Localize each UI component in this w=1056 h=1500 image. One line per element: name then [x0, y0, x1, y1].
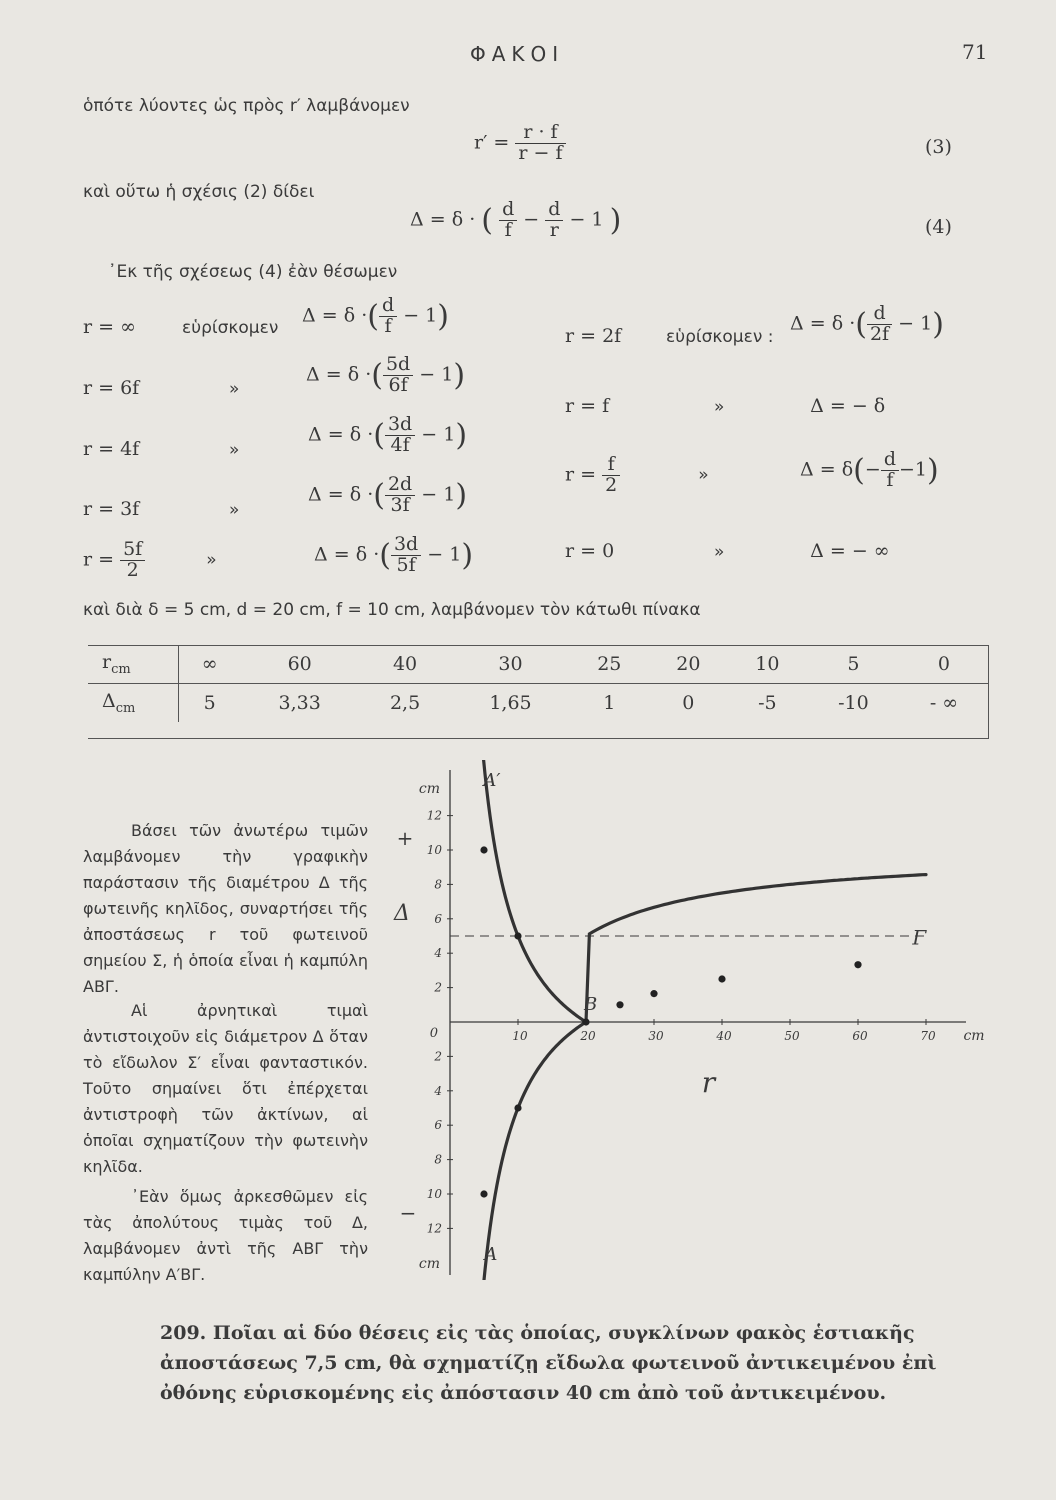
eq3-fraction: [515, 123, 565, 164]
paren-close: ): [609, 202, 622, 238]
eq4-t1-num: d: [499, 200, 517, 221]
series-line-b-gamma: [586, 875, 926, 1022]
result-fraction: [385, 475, 415, 516]
case-r: r = f: [565, 395, 610, 417]
result-tail: − 1: [898, 312, 933, 335]
table-cell: - ∞: [929, 691, 959, 714]
result-tail: − 1: [403, 304, 438, 327]
data-point: [616, 1001, 623, 1008]
result-den: 5f: [396, 553, 416, 576]
values-line: καὶ διὰ δ = 5 cm, d = 20 cm, f = 10 cm, λαμβάνομεν τὸν κάτωθι πίνακα: [83, 600, 701, 620]
eq4-t2-den: r: [549, 218, 559, 241]
y-unit-top: cm: [418, 781, 440, 797]
paren-close: ): [455, 417, 468, 453]
case-r-lhs: r =: [83, 548, 115, 571]
case-r-5f-half: [83, 540, 217, 581]
y-tick-label: 6: [434, 911, 442, 926]
header-unit: cm: [111, 661, 131, 677]
page-number: 71: [962, 40, 988, 64]
result-num: 3d: [385, 415, 415, 436]
table-cell: 60: [240, 645, 359, 683]
label-a: Α: [484, 1244, 498, 1265]
y-tick-label: 10: [426, 1187, 442, 1201]
result-lhs: Δ = δ ·: [308, 483, 374, 506]
result-den: 3f: [390, 493, 410, 516]
relation-line: καὶ οὕτω ἡ σχέσις (2) δίδει: [83, 182, 315, 202]
case-result: [790, 304, 944, 345]
case-r-den: 2: [126, 558, 139, 581]
x-tick-label: 50: [784, 1029, 800, 1043]
paren-close: ): [437, 298, 449, 334]
eq3-den: r − f: [518, 141, 563, 164]
header-symbol: Δ: [102, 689, 116, 712]
equation-3: [474, 123, 566, 164]
table-cell: 2,5: [389, 691, 421, 714]
data-point: [480, 1190, 487, 1197]
data-point: [514, 932, 521, 939]
result-tail: −1: [898, 458, 927, 481]
y-tick-label: 8: [434, 1152, 442, 1167]
case-result: [302, 296, 449, 337]
paren-open: (: [379, 537, 391, 573]
equation-3-label: (3): [925, 136, 952, 158]
y-tick-label: 12: [426, 808, 442, 823]
case-r-0: [565, 540, 890, 562]
label-a-prime: Α′: [483, 770, 501, 791]
eq4-t2-num: d: [545, 200, 563, 221]
header-symbol: r: [102, 651, 112, 673]
x-tick-label: 20: [580, 1029, 596, 1043]
paren-close: ): [927, 452, 939, 488]
result-den: f: [384, 314, 392, 337]
y-unit-bottom: cm: [418, 1256, 440, 1272]
result-num: d: [379, 296, 397, 317]
y-axis-label: Δ: [394, 901, 410, 926]
case-result: [308, 475, 467, 516]
paren-open: (: [481, 202, 494, 238]
result-num: 2d: [385, 475, 415, 496]
result-tail: − 1: [427, 543, 462, 566]
paren-close: ): [461, 537, 474, 573]
series-line-b-a: [470, 1022, 586, 1280]
case-r-6f: [83, 377, 239, 399]
result-num: d: [881, 450, 899, 471]
result-num: 5d: [383, 355, 413, 376]
case-result: [308, 415, 467, 456]
case-r-num: f: [602, 455, 620, 476]
eq4-tail: − 1: [569, 208, 604, 231]
case-r: r = 4f: [83, 438, 140, 460]
paren-close: ): [932, 306, 944, 342]
eq4-term1: [499, 200, 517, 241]
paren-close: ): [455, 477, 468, 513]
result-fraction: [881, 450, 899, 491]
data-point: [854, 961, 861, 968]
problem-text: Ποῖαι αἱ δύο θέσεις εἰς τὰς ὁποίας, συγκλίνων φακὸς ἑστιακῆς ἀποστάσεως 7,5 cm, θὰ σχηματίζῃ εἴδωλα φωτεινοῦ ἀντικειμένου ἐπὶ ὀθόνης εὑρισκομένης εἰς ἀπόστασιν 40 cm ἀπὸ τοῦ ἀντικειμένου.: [160, 1322, 937, 1404]
table-cell: 0: [900, 645, 988, 683]
minus-sign: −: [399, 1201, 417, 1225]
table-cell: 20: [649, 645, 728, 683]
case-result: [800, 450, 939, 491]
case-r-2f: [565, 325, 773, 347]
table-cell: 1,65: [489, 691, 532, 714]
case-result: [314, 535, 473, 576]
intro-line: ὁπότε λύοντες ὡς πρὸς r′ λαμβάνομεν: [83, 96, 410, 116]
y-tick-label: 12: [426, 1221, 442, 1236]
y-tick-label: 6: [434, 1118, 442, 1133]
case-r: r = 0: [565, 540, 615, 562]
case-word: »: [229, 500, 240, 520]
paren-open: (: [371, 357, 383, 393]
case-word: »: [229, 379, 240, 399]
paren-close: ): [453, 357, 466, 393]
result-tail: − 1: [421, 483, 456, 506]
table-cell: 10: [728, 645, 807, 683]
case-word: »: [714, 542, 725, 562]
case-r-fraction: [602, 455, 620, 496]
side-paragraph-1: Βάσει τῶν ἀνωτέρω τιμῶν λαμβάνομεν τὴν γραφικὴν παράστασιν τῆς διαμέτρου Δ τῆς φωτεινῆς κηλῖδος, συναρτήσει τῆς ἀποστάσεως r τοῦ φωτεινοῦ σημείου Σ, ἡ ὁποία εἶναι ἡ καμπύλη ΑΒΓ.: [83, 821, 368, 996]
case-result: Δ = − δ: [810, 395, 886, 417]
table-cell: 3,33: [278, 691, 321, 714]
setting-line: ᾿Εκ τῆς σχέσεως (4) ἐὰν θέσωμεν: [108, 262, 398, 282]
x-tick-label: 70: [920, 1029, 936, 1043]
result-den: 6f: [388, 373, 408, 396]
paren-open: (: [373, 417, 385, 453]
paren-open: (: [373, 477, 385, 513]
table-cell: 30: [451, 645, 570, 683]
case-word: »: [714, 397, 725, 417]
table-cell: -10: [838, 691, 869, 714]
result-lhs: Δ = δ ·: [302, 304, 368, 327]
eq4-lhs: Δ = δ ·: [410, 208, 476, 231]
case-r: r = 6f: [83, 377, 140, 399]
problem-209: [160, 1318, 1000, 1408]
data-point: [480, 846, 487, 853]
result-lhs: Δ = δ ·: [308, 423, 374, 446]
case-r-f-half: [565, 455, 709, 496]
result-fraction: [391, 535, 421, 576]
table-cell: 0: [682, 691, 695, 714]
row-header-r: [88, 645, 179, 683]
result-pre: −: [864, 458, 881, 481]
case-r: r = ∞: [83, 316, 136, 338]
table-cell: 5: [203, 691, 216, 714]
case-word: εὑρίσκομεν :: [666, 327, 774, 347]
x-tick-label: 40: [716, 1029, 732, 1043]
delta-vs-r-chart: [380, 760, 1000, 1280]
table-cell: -5: [758, 691, 777, 714]
row-header-delta: [88, 683, 179, 721]
data-point: [514, 1104, 521, 1111]
case-result: [306, 355, 465, 396]
side-paragraph-2: Αἱ ἀρνητικαὶ τιμαὶ ἀντιστοιχοῦν εἰς διάμετρον Δ ὅταν τὸ εἴδωλον Σ′ εἶναι φανταστικόν. Τοῦτο σημαίνει ὅτι ἐπέρχεται ἀντιστροφὴ τῶν ἀκτίνων, αἱ ὁποῖαι σχηματίζουν τὴν φωτεινὴν κηλῖδα.: [83, 1001, 368, 1176]
case-result: Δ = − ∞: [810, 540, 890, 562]
case-r-num: 5f: [120, 540, 145, 561]
problem-number: 209.: [160, 1322, 207, 1344]
result-fraction: [383, 355, 413, 396]
case-r-lhs: r =: [565, 463, 597, 486]
result-num: d: [867, 304, 892, 325]
paren-open: (: [853, 452, 865, 488]
result-lhs: Δ = δ ·: [790, 312, 856, 335]
case-r: r = 3f: [83, 498, 140, 520]
x-axis-label: r: [701, 1066, 716, 1099]
data-point: [650, 990, 657, 997]
y-tick-label: 4: [434, 946, 442, 961]
case-word: »: [229, 440, 240, 460]
result-fraction: [385, 415, 415, 456]
result-den: 4f: [390, 433, 410, 456]
case-word: »: [698, 465, 709, 486]
result-fraction: [867, 304, 892, 345]
result-lhs: Δ = δ: [800, 458, 854, 481]
result-tail: − 1: [421, 423, 456, 446]
case-r-infinity: [83, 316, 306, 338]
data-point: [582, 1018, 589, 1025]
values-table: [88, 645, 988, 722]
result-num: 3d: [391, 535, 421, 556]
case-r-den: 2: [605, 473, 618, 496]
table-cell: 5: [807, 645, 900, 683]
case-word: »: [206, 550, 217, 571]
eq3-num: r · f: [515, 123, 565, 144]
eq4-term2: [545, 200, 563, 241]
paren-open: (: [367, 298, 379, 334]
x-tick-label: 30: [648, 1029, 664, 1043]
table-cell: 1: [603, 691, 616, 714]
result-tail: − 1: [419, 363, 454, 386]
result-lhs: Δ = δ ·: [306, 363, 372, 386]
table-row-delta: [88, 683, 988, 721]
label-b: Β: [584, 994, 598, 1015]
case-r: r = 2f: [565, 325, 622, 347]
case-r-3f: [83, 498, 239, 520]
equation-4: [410, 200, 621, 241]
label-gamma: Γ: [912, 925, 927, 950]
result-den: f: [886, 468, 894, 491]
table-row-r: [88, 645, 988, 683]
y-tick-label: 2: [434, 1049, 442, 1064]
table-cell: ∞: [179, 645, 241, 683]
case-r-f: [565, 395, 885, 417]
x-tick-label: 60: [852, 1029, 868, 1043]
eq4-t1-den: f: [504, 218, 512, 241]
case-word: εὑρίσκομεν: [182, 318, 279, 338]
equation-4-label: (4): [925, 216, 952, 238]
y-tick-label: 4: [434, 1083, 442, 1098]
plus-sign: +: [396, 826, 414, 850]
table-cell: 40: [359, 645, 451, 683]
header-unit: cm: [115, 700, 136, 716]
x-unit: cm: [963, 1028, 985, 1044]
paren-open: (: [855, 306, 867, 342]
y-tick-label: 8: [434, 877, 442, 892]
data-point: [718, 975, 725, 982]
y-zero-label: 0: [429, 1026, 438, 1041]
eq3-lhs: r′ =: [474, 131, 510, 154]
page-header-title: ΦΑΚΟΙ: [470, 42, 565, 66]
y-tick-label: 10: [426, 843, 442, 857]
case-r-4f: [83, 438, 239, 460]
result-den: 2f: [869, 322, 890, 345]
series-line-a-prime-b: [470, 760, 586, 1022]
case-r-fraction: [120, 540, 145, 581]
x-tick-label: 10: [512, 1029, 528, 1043]
eq4-minus: −: [523, 208, 540, 231]
y-tick-label: 2: [434, 980, 442, 995]
table-cell: 25: [570, 645, 649, 683]
result-lhs: Δ = δ ·: [314, 543, 380, 566]
side-paragraph-3: ᾿Εὰν ὅμως ἀρκεσθῶμεν εἰς τὰς ἀπολύτους τιμὰς τοῦ Δ, λαμβάνομεν ἀντὶ τῆς ΑΒΓ τὴν καμπύλην Α′ΒΓ.: [83, 1187, 368, 1284]
result-fraction: [379, 296, 397, 337]
